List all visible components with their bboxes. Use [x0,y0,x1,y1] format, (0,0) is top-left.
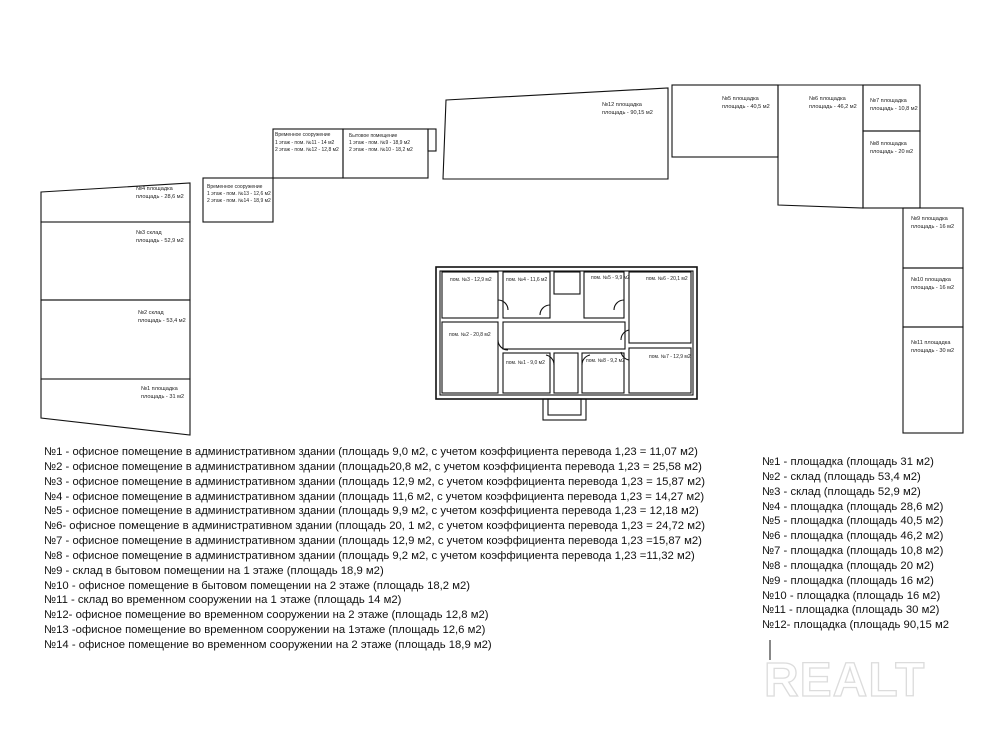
plot-7-area: площадь - 10,8 м2 [870,106,918,112]
room-1 [503,353,550,393]
room-6 [629,272,691,343]
plot-6-title: №6 площадка [809,96,846,102]
temp-a-floor1: 1 этаж - пом. №13 - 12,6 м2 [207,191,271,197]
legend-right-item: №5 - площадка (площадь 40,5 м2) [762,515,944,528]
plot-5 [672,85,778,157]
plot-11-area: площадь - 30 м2 [911,348,955,354]
legend-left-item: №1 - офисное помещение в административном здании (площадь 9,0 м2, с учетом коэффициента перевода 1,23 = 11,07 м2) [44,446,698,458]
room-corridor [503,322,625,349]
plot-12-title: №12 площадка [602,102,642,108]
plot-1-area: площадь - 31 м2 [141,394,185,400]
legend-left-item: №3 - офисное помещение в административном здании (площадь 12,9 м2, с учетом коэффициента перевода 1,23 = 15,87 м2) [44,475,706,488]
legend-left-item: №6- офисное помещение в административном здании (площадь 20, 1 м2, с учетом коэффициента перевода 1,23 = 24,72 м2) [44,520,706,533]
legend-right-item: №7 - площадка (площадь 10,8 м2) [762,545,944,558]
plot-5-area: площадь - 40,5 м2 [722,104,770,110]
legend-left-item: №10 - офисное помещение в бытовом помещении на 2 этаже (площадь 18,2 м2) [44,579,471,592]
plot-8 [863,131,920,208]
admin-building-plan [436,267,697,420]
plot-10-area: площадь - 16 м2 [911,285,955,291]
plot-3-area: площадь - 52,9 м2 [136,238,184,244]
legend-right-item: №11 - площадка (площадь 30 м2) [762,604,940,617]
legend-right-item: №3 - склад (площадь 52,9 м2) [762,485,921,498]
room-8-label: пом. №8 - 9,2 м2 [586,358,625,364]
legend-right-item: №4 - площадка (площадь 28,6 м2) [762,500,944,513]
plot-7 [863,85,920,131]
plot-3-title: №3 склад [136,230,162,236]
plot-12 [443,88,668,179]
plot-8-area: площадь - 20 м2 [870,149,914,155]
legend-right-item: №12- площадка (площадь 90,15 м2 [762,619,950,632]
legend-office-premises [44,445,705,653]
room-4-label: пом. №4 - 11,6 м2 [506,277,548,283]
legend-left-item: №7 - офисное помещение в административном здании (площадь 12,9 м2, с учетом коэффициента перевода 1,23 =15,87 м2) [44,535,702,548]
legend-left-item: №8 - офисное помещение в административном здании (площадь 9,2 м2, с учетом коэффициента перевода 1,23 =11,32 м2) [44,549,695,562]
plot-1 [41,379,190,435]
plot-11 [903,327,963,433]
plot-12-area: площадь - 90,15 м2 [602,110,653,116]
utility-room [343,129,436,178]
temp-b-title: Временное сооружение [275,132,331,138]
plot-9-title: №9 площадка [911,216,948,222]
legend-right-item: №6 - площадка (площадь 46,2 м2) [762,530,944,543]
plot-2-title: №2 склад [138,310,164,316]
plot-7-title: №7 площадка [870,98,907,104]
temp-b-floor2: 2 этаж - пом. №12 - 12,8 м2 [275,147,339,153]
plot-9 [903,208,963,268]
plot-3 [41,222,190,300]
legend-left-item: №9 - склад в бытовом помещении на 1 этаже (площадь 18,9 м2) [44,564,384,577]
utility-title: Бытовое помещение [349,133,398,139]
plot-4-title: №4 площадка [136,186,173,192]
legend-right-item: №1 - площадка (площадь 31 м2) [762,456,934,468]
plot-1-title: №1 площадка [141,386,178,392]
realt-watermark: REALT [764,654,926,707]
room-3-label: пом. №3 - 12,9 м2 [450,277,492,283]
room-stair-top [554,272,580,294]
plot-6 [778,85,863,208]
legend-left-item: №5 - офисное помещение в административном здании (площадь 9,9 м2, с учетом коэффициента перевода 1,23 = 12,18 м2) [44,505,699,518]
plot-2 [41,300,190,379]
legend-plots [762,455,949,633]
utility-floor1: 1 этаж - пом. №9 - 18,9 м2 [349,140,411,146]
temporary-structure-a [203,178,273,222]
plot-5-title: №5 площадка [722,96,759,102]
legend-left-item: №13 -офисное помещение во временном сооружении на 1этаже (площадь 12,6 м2) [44,624,486,637]
legend-left-item: №14 - офисное помещение во временном сооружении на 2 этаже (площадь 18,9 м2) [44,638,492,651]
room-6-label: пом. №6 - 20,1 м2 [646,276,688,282]
legend-left-item: №12- офисное помещение во временном сооружении на 2 этаже (площадь 12,8 м2) [44,609,489,622]
room-2-label: пом. №2 - 20,8 м2 [449,332,491,338]
utility-floor2: 2 этаж - пом. №10 - 18,2 м2 [349,147,413,153]
legend-right-item: №2 - склад (площадь 53,4 м2) [762,470,921,483]
temp-a-title: Временное сооружение [207,184,263,190]
room-7-label: пом. №7 - 12,9 м2 [649,354,691,360]
legend-right-item: №8 - площадка (площадь 20 м2) [762,559,934,572]
plot-6-area: площадь - 46,2 м2 [809,104,857,110]
plot-2-area: площадь - 53,4 м2 [138,318,186,324]
plot-4-area: площадь - 28,6 м2 [136,194,184,200]
plot-4 [41,183,190,222]
room-wc [554,353,578,393]
room-5-label: пом. №5 - 9,9 м2 [591,275,630,281]
legend-right-item: №9 - площадка (площадь 16 м2) [762,574,934,587]
legend-left-item: №11 - склад во временном сооружении на 1 этаже (площадь 14 м2) [44,594,402,607]
entrance-porch [543,399,586,420]
plot-10-title: №10 площадка [911,277,951,283]
legend-left-item: №2 - офисное помещение в административном здании (площадь20,8 м2, с учетом коэффициента перевода 1,23 = 25,58 м2) [44,460,702,473]
temp-b-floor1: 1 этаж - пом. №11 - 14 м2 [275,140,335,146]
legend-left-item: №4 - офисное помещение в административном здании (площадь 11,6 м2, с учетом коэффициента перевода 1,23 = 14,27 м2) [44,490,705,503]
plot-10 [903,268,963,327]
legend-right-item: №10 - площадка (площадь 16 м2) [762,589,941,602]
temp-a-floor2: 2 этаж - пом. №14 - 18,9 м2 [207,198,271,204]
plot-8-title: №8 площадка [870,141,907,147]
plot-11-title: №11 площадка [911,340,951,346]
plot-9-area: площадь - 16 м2 [911,224,955,230]
temporary-structure-b [273,129,343,178]
room-1-label: пом. №1 - 9,0 м2 [506,360,545,366]
